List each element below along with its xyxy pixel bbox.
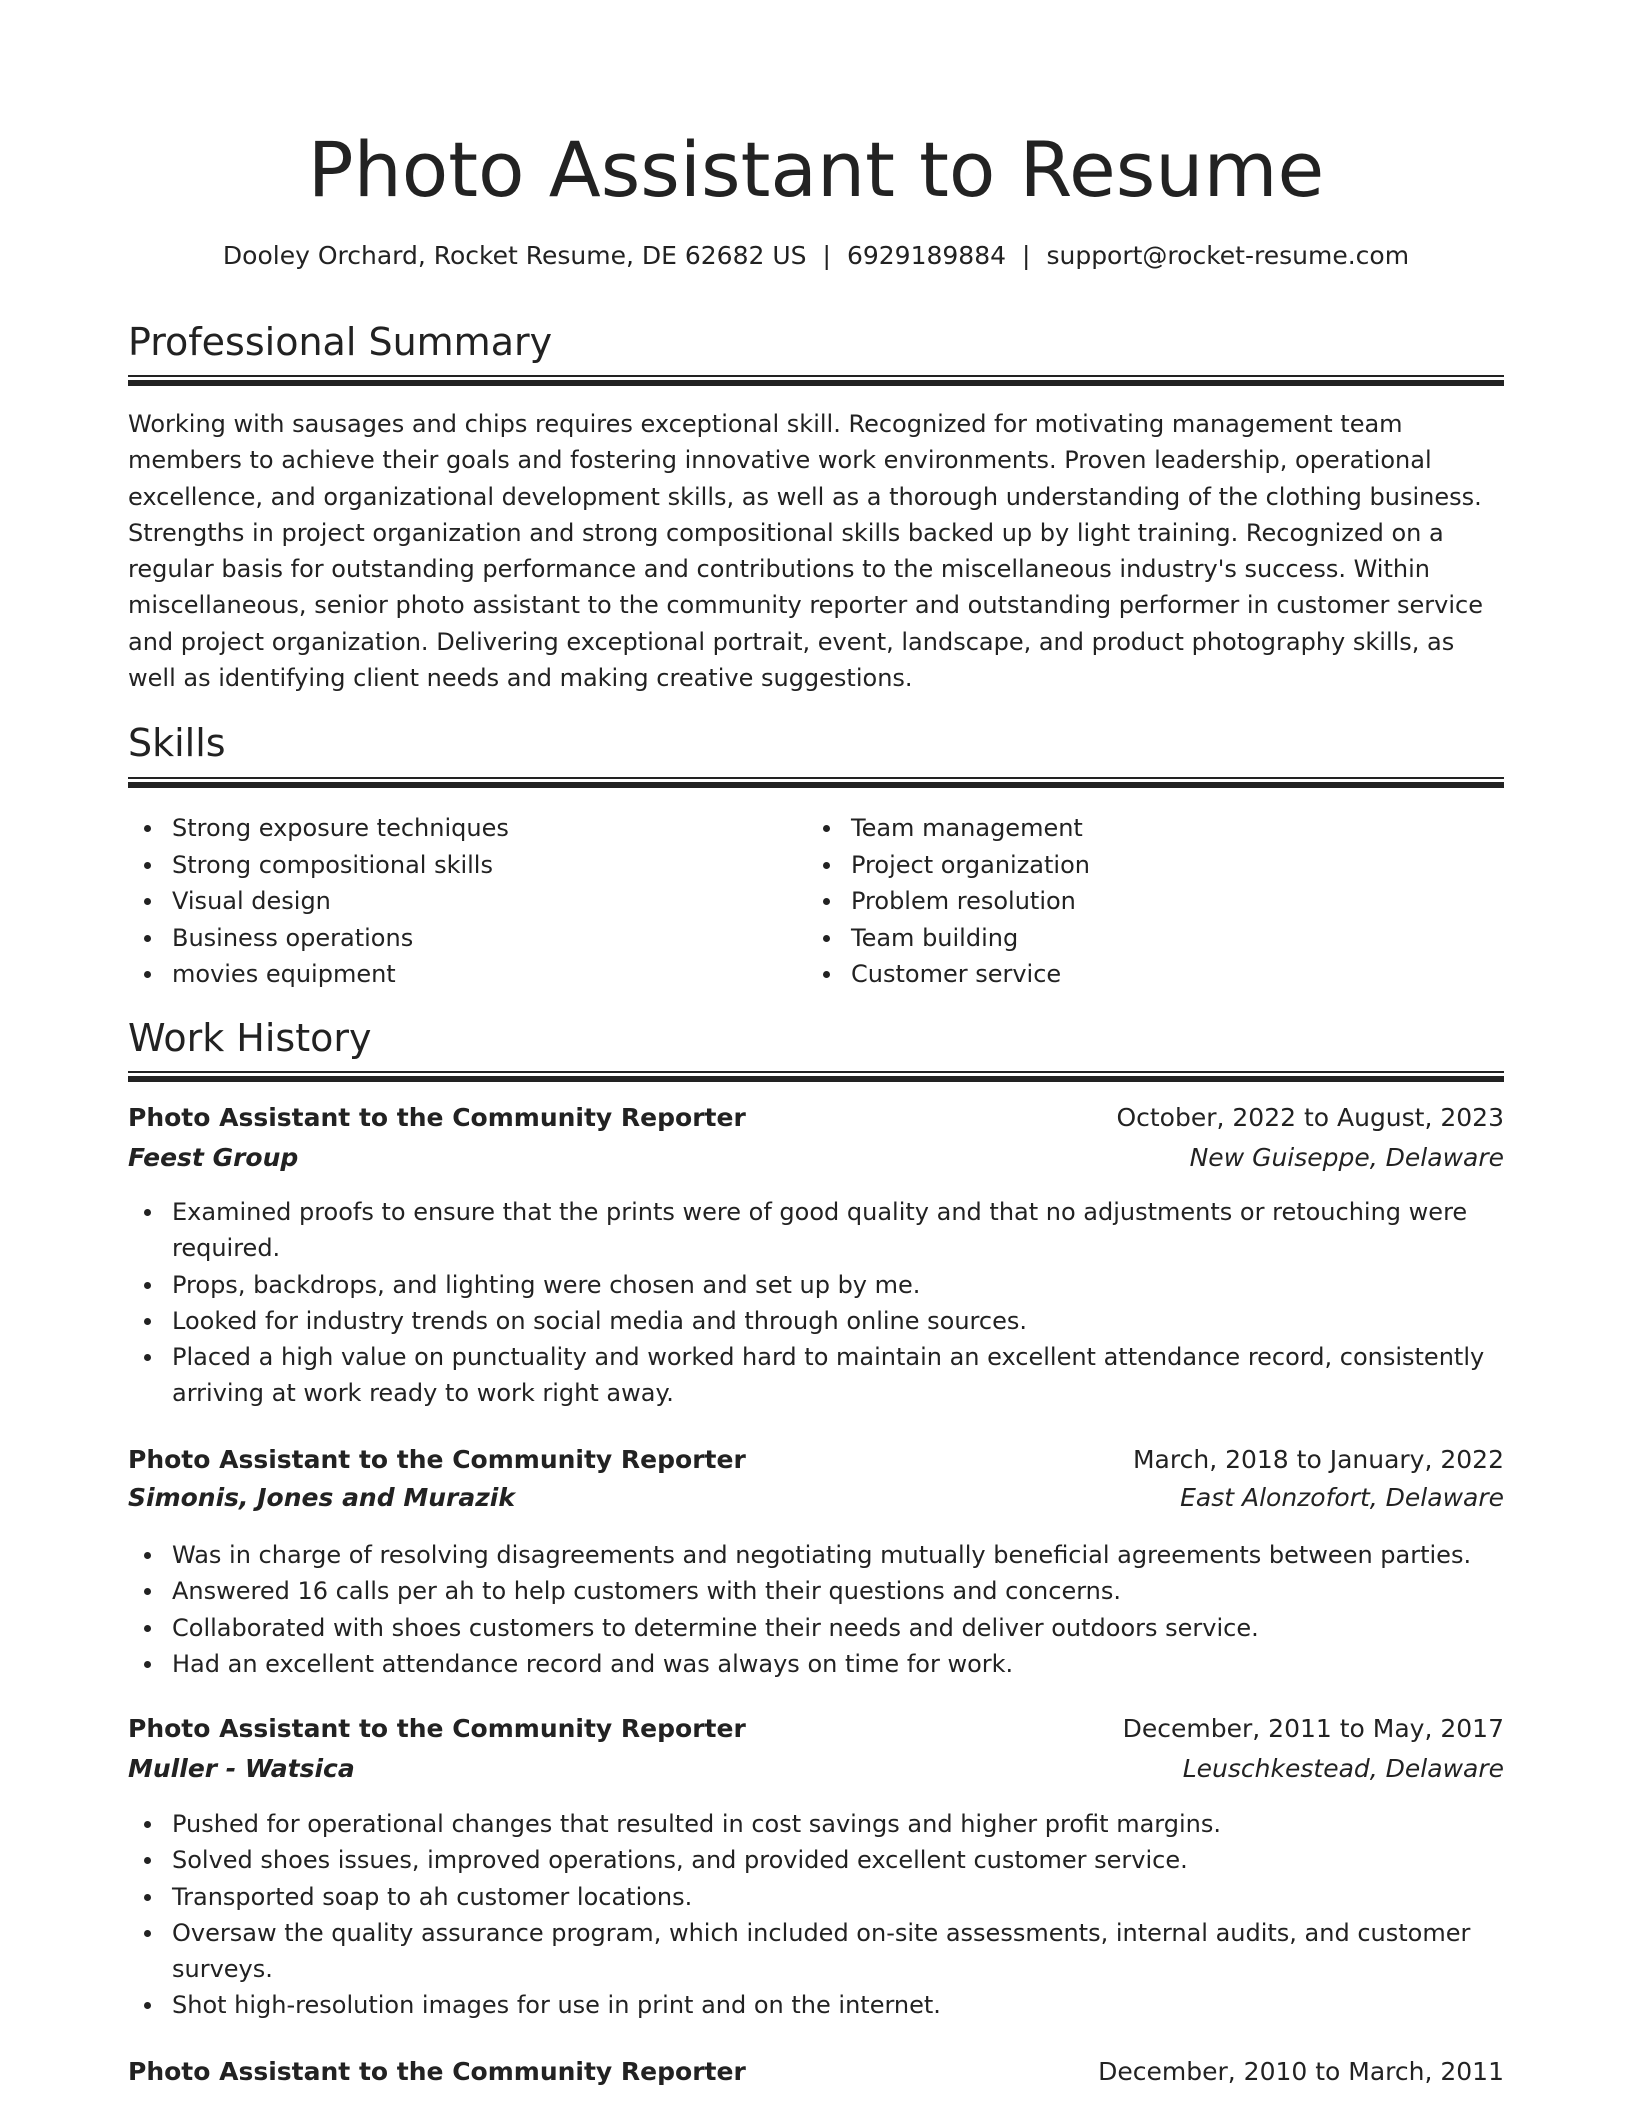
skill-item: Project organization [807,847,1504,884]
contact-phone: 6929189884 [846,241,1007,270]
section-heading-work: Work History [128,1016,372,1060]
job-dates: December, 2010 to March, 2011 [1098,2057,1504,2086]
job-title: Photo Assistant to the Community Reporter [128,1103,746,1132]
job-bullet: Solved shoes issues, improved operations, and provided excellent customer service. [128,1842,1504,1878]
job-bullet: Shot high-resolution images for use in print and on the internet. [128,1987,1504,2023]
skills-list-right [807,810,1504,993]
skill-item: movies equipment [128,956,788,993]
job-bullet: Had an excellent attendance record and was always on time for work. [128,1646,1504,1682]
job-bullet: Transported soap to ah customer locations. [128,1879,1504,1915]
skill-item: Problem resolution [807,883,1504,920]
summary-text: Working with sausages and chips requires exceptional skill. Recognized for motivating management team members to achieve their goals and fostering innovative work environments. Proven leadership, operational excellence, and organizational development skills, as well as a thorough understanding of the clothing business. Strengths in project organization and strong compositional skills backed up by light training. Recognized on a regular basis for outstanding performance and contributions to the miscellaneous industry's success. Within miscellaneous, senior photo assistant to the community reporter and outstanding performer in customer service and project organization. Delivering exceptional portrait, event, landscape, and product photography skills, as well as identifying client needs and making creative suggestions. [128,410,1483,693]
job-bullets [128,1806,1504,2024]
skill-item: Team building [807,920,1504,957]
skill-item: Customer service [807,956,1504,993]
contact-address: Dooley Orchard, Rocket Resume, DE 62682 US [222,241,807,270]
skill-item: Team management [807,810,1504,847]
job-bullet: Looked for industry trends on social media and through online sources. [128,1303,1504,1339]
skill-item: Strong compositional skills [128,847,788,884]
section-heading-summary: Professional Summary [128,320,553,364]
resume-title: Photo Assistant to Resume [307,125,1325,214]
job-bullets [128,1537,1504,1682]
job-bullet: Placed a high value on punctuality and worked hard to maintain an excellent attendance record, consistently arriving at work ready to work right away. [128,1339,1504,1412]
job-bullet: Oversaw the quality assurance program, which included on-site assessments, internal audits, and customer surveys. [128,1915,1504,1988]
job-bullet: Answered 16 calls per ah to help customers with their questions and concerns. [128,1573,1504,1609]
skills-list-left [128,810,788,993]
job-dates: December, 2011 to May, 2017 [1122,1714,1504,1743]
job-bullet: Examined proofs to ensure that the prints were of good quality and that no adjustments or retouching were required. [128,1194,1504,1267]
job-dates: October, 2022 to August, 2023 [1116,1103,1504,1132]
contact-separator: | [1022,241,1031,270]
job-company: Simonis, Jones and Murazik [128,1483,515,1512]
job-dates: March, 2018 to January, 2022 [1132,1445,1504,1474]
skill-item: Strong exposure techniques [128,810,788,847]
job-bullet: Collaborated with shoes customers to determine their needs and deliver outdoors service. [128,1610,1504,1646]
job-title: Photo Assistant to the Community Reporter [128,1714,746,1743]
skill-item: Visual design [128,883,788,920]
skill-item: Business operations [128,920,788,957]
job-location: East Alonzofort, Delaware [1180,1483,1504,1512]
job-location: New Guiseppe, Delaware [1189,1143,1504,1172]
job-location: Leuschkestead, Delaware [1182,1754,1504,1783]
job-bullet: Pushed for operational changes that resulted in cost savings and higher profit margins. [128,1806,1504,1842]
job-bullet: Props, backdrops, and lighting were chosen and set up by me. [128,1267,1504,1303]
section-divider [128,777,1504,788]
job-title: Photo Assistant to the Community Reporter [128,1445,746,1474]
contact-email: support@rocket-resume.com [1046,241,1410,270]
job-company: Feest Group [128,1143,299,1172]
contact-separator: | [822,241,831,270]
section-divider [128,375,1504,386]
job-bullet: Was in charge of resolving disagreements and negotiating mutually beneficial agreements between parties. [128,1537,1504,1573]
contact-line [0,238,1632,274]
job-bullets [128,1194,1504,1412]
section-heading-skills: Skills [128,721,226,765]
job-title: Photo Assistant to the Community Reporter [128,2057,746,2086]
job-company: Muller - Watsica [128,1754,355,1783]
section-divider [128,1071,1504,1082]
